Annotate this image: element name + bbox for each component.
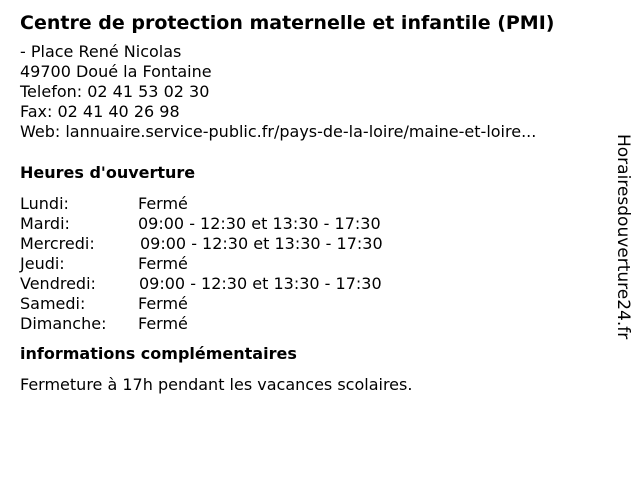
address-block — [20, 42, 600, 142]
hours-row-monday — [20, 194, 600, 214]
day-label: Mardi: — [20, 214, 70, 233]
day-label: Lundi: — [20, 194, 69, 213]
page-title: Centre de protection maternelle et infantile (PMI) — [20, 12, 555, 34]
info-heading: informations complémentaires — [20, 344, 297, 363]
street-address: - Place René Nicolas — [20, 42, 182, 61]
day-label: Jeudi: — [20, 254, 65, 273]
hours-row-saturday — [20, 294, 600, 314]
day-label: Vendredi: — [20, 274, 96, 293]
day-hours: Fermé — [138, 294, 188, 313]
day-hours: Fermé — [138, 314, 188, 333]
day-hours: 09:00 - 12:30 et 13:30 - 17:30 — [138, 214, 381, 233]
hours-row-wednesday — [20, 234, 600, 254]
website-link[interactable]: Web: lannuaire.service-public.fr/pays-de-la-loire/maine-et-loire... — [20, 122, 537, 141]
opening-hours-table — [20, 194, 600, 334]
hours-row-sunday — [20, 314, 600, 334]
info-text: Fermeture à 17h pendant les vacances scolaires. — [20, 375, 413, 394]
day-hours: 09:00 - 12:30 et 13:30 - 17:30 — [139, 274, 382, 293]
brand-watermark — [612, 134, 634, 370]
business-card — [20, 10, 600, 395]
brand-label: Horairesdouverture24.fr — [613, 134, 633, 340]
hours-row-tuesday — [20, 214, 600, 234]
day-hours: 09:00 - 12:30 et 13:30 - 17:30 — [140, 234, 383, 253]
fax-number: Fax: 02 41 40 26 98 — [20, 102, 180, 121]
day-label: Dimanche: — [20, 314, 107, 333]
day-label: Samedi: — [20, 294, 86, 313]
day-hours: Fermé — [138, 194, 188, 213]
hours-row-friday — [20, 274, 600, 294]
city-postcode: 49700 Doué la Fontaine — [20, 62, 212, 81]
day-label: Mercredi: — [20, 234, 95, 253]
hours-row-thursday — [20, 254, 600, 274]
phone-number: Telefon: 02 41 53 02 30 — [20, 82, 210, 101]
day-hours: Fermé — [138, 254, 188, 273]
opening-hours-heading: Heures d'ouverture — [20, 163, 196, 182]
